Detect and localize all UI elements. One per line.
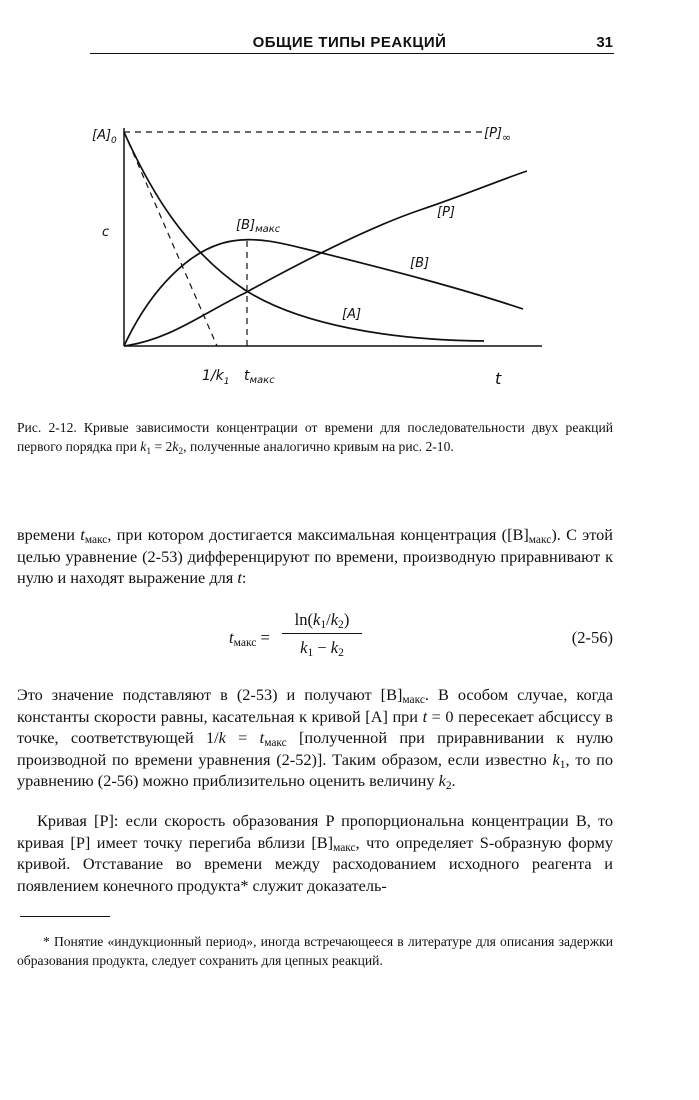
label-p-infinity: $[P]_\infty$ xyxy=(484,126,512,144)
equation-lhs: $t_{макс}$ = xyxy=(229,628,270,649)
label-c: c xyxy=(102,225,110,240)
label-p: [P] xyxy=(437,205,455,220)
paragraph-2: Это значение подставляют в (2-53) и получают $[B]_{макс}$. В особом случае, когда константы скорости равны, касательная к кривой [A] при t = 0 пересекает абсциссу в точке, соответствующей $1/k = t_{макс}$ [полученной при приравнивании к нулю производной по времени уравнения (2-52)]. Таким образом, если известно $k_1$, то по уравнению (2-56) можно приблизительно оценить величину $k_2$. xyxy=(17,685,613,792)
paragraph-3: Кривая [P]: если скорость образования P пропорциональна концентрации B, то кривая [P] имеет точку перегиба вблизи $[B]_{макс}$, что определяет S-образную форму кривой. Отставание во времени между расходованием исходного реагента и появлением конечного продукта* служит доказатель- xyxy=(17,811,613,895)
concentration-time-figure xyxy=(0,0,699,410)
label-one-over-k1: $1/k_1$ xyxy=(202,368,230,387)
equation-numerator: $\ln(k_1/k_2)$ xyxy=(294,610,350,631)
equation-2-56 xyxy=(0,610,699,670)
figure-caption: Рис. 2-12. Кривые зависимости концентрации от времени для последовательности двух реакций первого порядка при $k_1 = 2k_2$, полученные аналогично кривым на рис. 2-10. xyxy=(17,420,613,457)
running-title: ОБЩИЕ ТИПЫ РЕАКЦИЙ xyxy=(252,34,447,51)
label-b-max: $[B]_{макс}$ xyxy=(236,218,281,235)
page-number: 31 xyxy=(596,34,613,51)
label-t: t xyxy=(495,369,502,388)
label-b: [B] xyxy=(410,256,430,271)
curve-p xyxy=(124,171,527,346)
tangent-dashed-line xyxy=(124,132,217,346)
equation-denominator: $k_1 - k_2$ xyxy=(300,638,344,659)
curve-a xyxy=(124,132,484,341)
paragraph-1: времени $t_{макс}$, при котором достигается максимальная концентрация $([B]_{макс})$. С этой целью уравнение (2-53) дифференцируют по времени, производную приравнивают к нулю и находят выражение для t: xyxy=(17,525,613,587)
label-a: [A] xyxy=(342,307,362,322)
equation-fraction xyxy=(282,610,362,658)
equation-number: (2-56) xyxy=(571,628,613,647)
footnote-rule xyxy=(20,916,110,917)
footnote: * Понятие «индукционный период», иногда встречающееся в литературе для описания задержки образования продукта, следует сохранить для цепных реакций. xyxy=(17,934,613,968)
label-t-max: $t_{макс}$ xyxy=(244,368,275,386)
curve-b xyxy=(124,240,523,346)
label-a0: $[A]_0$ xyxy=(92,128,117,146)
